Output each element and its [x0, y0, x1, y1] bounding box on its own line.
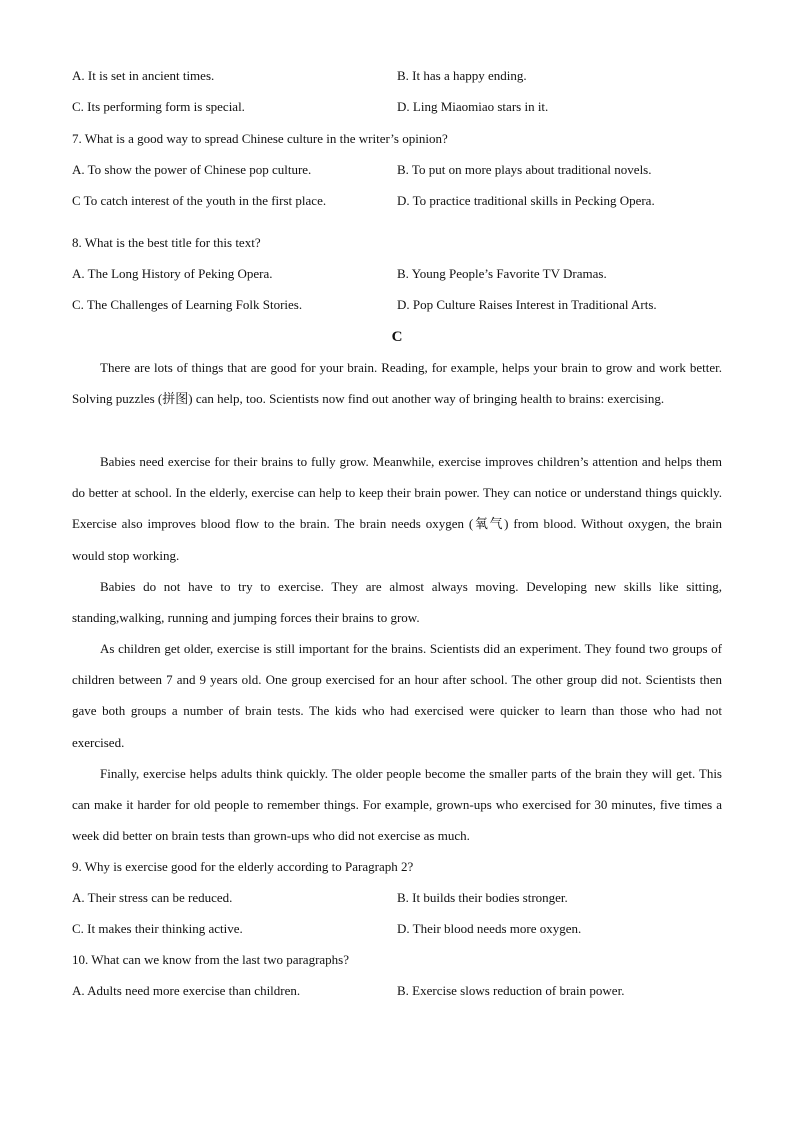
passage-paragraph-2: Babies need exercise for their brains to fully grow. Meanwhile, exercise improves children’s attention and helps them do better at school. In the elderly, exercise can help to keep their brain power. They can notice or understand things quickly. Exercise also improves blood flow to the brain. The brain needs oxygen (氧气) from blood. Without oxygen, the brain would stop working. [72, 454, 722, 563]
passage-paragraph-5: Finally, exercise helps adults think quickly. The older people become the smaller parts of the brain they will get. This can make it harder for old people to remember things. For example, grown-ups who exercised for 30 minutes, five times a week did better on brain tests than grown-ups who did not exercise as much. [72, 766, 722, 844]
q8-option-a: A. The Long History of Peking Opera. [72, 266, 273, 281]
section-heading: C [391, 329, 403, 345]
q7-option-b: B. To put on more plays about traditional novels. [397, 162, 652, 177]
passage-paragraph-4: As children get older, exercise is still important for the brains. Scientists did an experiment. They found two groups of children between 7 and 9 years old. One group exercised for an hour after school. The other group did not. Scientists then gave both groups a number of brain tests. The kids who had exercised were quicker to learn than those who had not exercised. [72, 641, 722, 750]
q8-option-c: C. The Challenges of Learning Folk Stories. [72, 297, 303, 312]
q10-stem: 10. What can we know from the last two paragraphs? [72, 952, 350, 967]
q6-option-d: D. Ling Miaomiao stars in it. [397, 99, 549, 114]
q8-option-d: D. Pop Culture Raises Interest in Traditional Arts. [397, 297, 657, 312]
q9-option-c: C. It makes their thinking active. [72, 921, 243, 936]
q8-option-b: B. Young People’s Favorite TV Dramas. [397, 266, 607, 281]
q6-option-a: A. It is set in ancient times. [72, 68, 215, 83]
passage-paragraph-3: Babies do not have to try to exercise. They are almost always moving. Developing new skills like sitting, standing,walking, running and jumping forces their brains to grow. [72, 579, 722, 626]
q6-option-b: B. It has a happy ending. [397, 68, 527, 83]
q9-stem: 9. Why is exercise good for the elderly according to Paragraph 2? [72, 859, 414, 874]
q9-option-a: A. Their stress can be reduced. [72, 890, 233, 905]
q8-stem: 8. What is the best title for this text? [72, 235, 261, 250]
q10-option-b: B. Exercise slows reduction of brain power. [397, 983, 625, 998]
q7-stem: 7. What is a good way to spread Chinese culture in the writer’s opinion? [72, 131, 448, 146]
passage-paragraph-1: There are lots of things that are good for your brain. Reading, for example, helps your brain to grow and work better. Solving puzzles (拼图) can help, too. Scientists now find out another way of bringing health to brains: exercising. [72, 360, 722, 407]
q6-option-c: C. Its performing form is special. [72, 99, 245, 114]
q9-option-b: B. It builds their bodies stronger. [397, 890, 568, 905]
q9-option-d: D. Their blood needs more oxygen. [397, 921, 582, 936]
q7-option-c: C To catch interest of the youth in the first place. [72, 193, 327, 208]
q10-option-a: A. Adults need more exercise than children. [72, 983, 301, 998]
q7-option-a: A. To show the power of Chinese pop culture. [72, 162, 312, 177]
q7-option-d: D. To practice traditional skills in Pecking Opera. [397, 193, 655, 208]
